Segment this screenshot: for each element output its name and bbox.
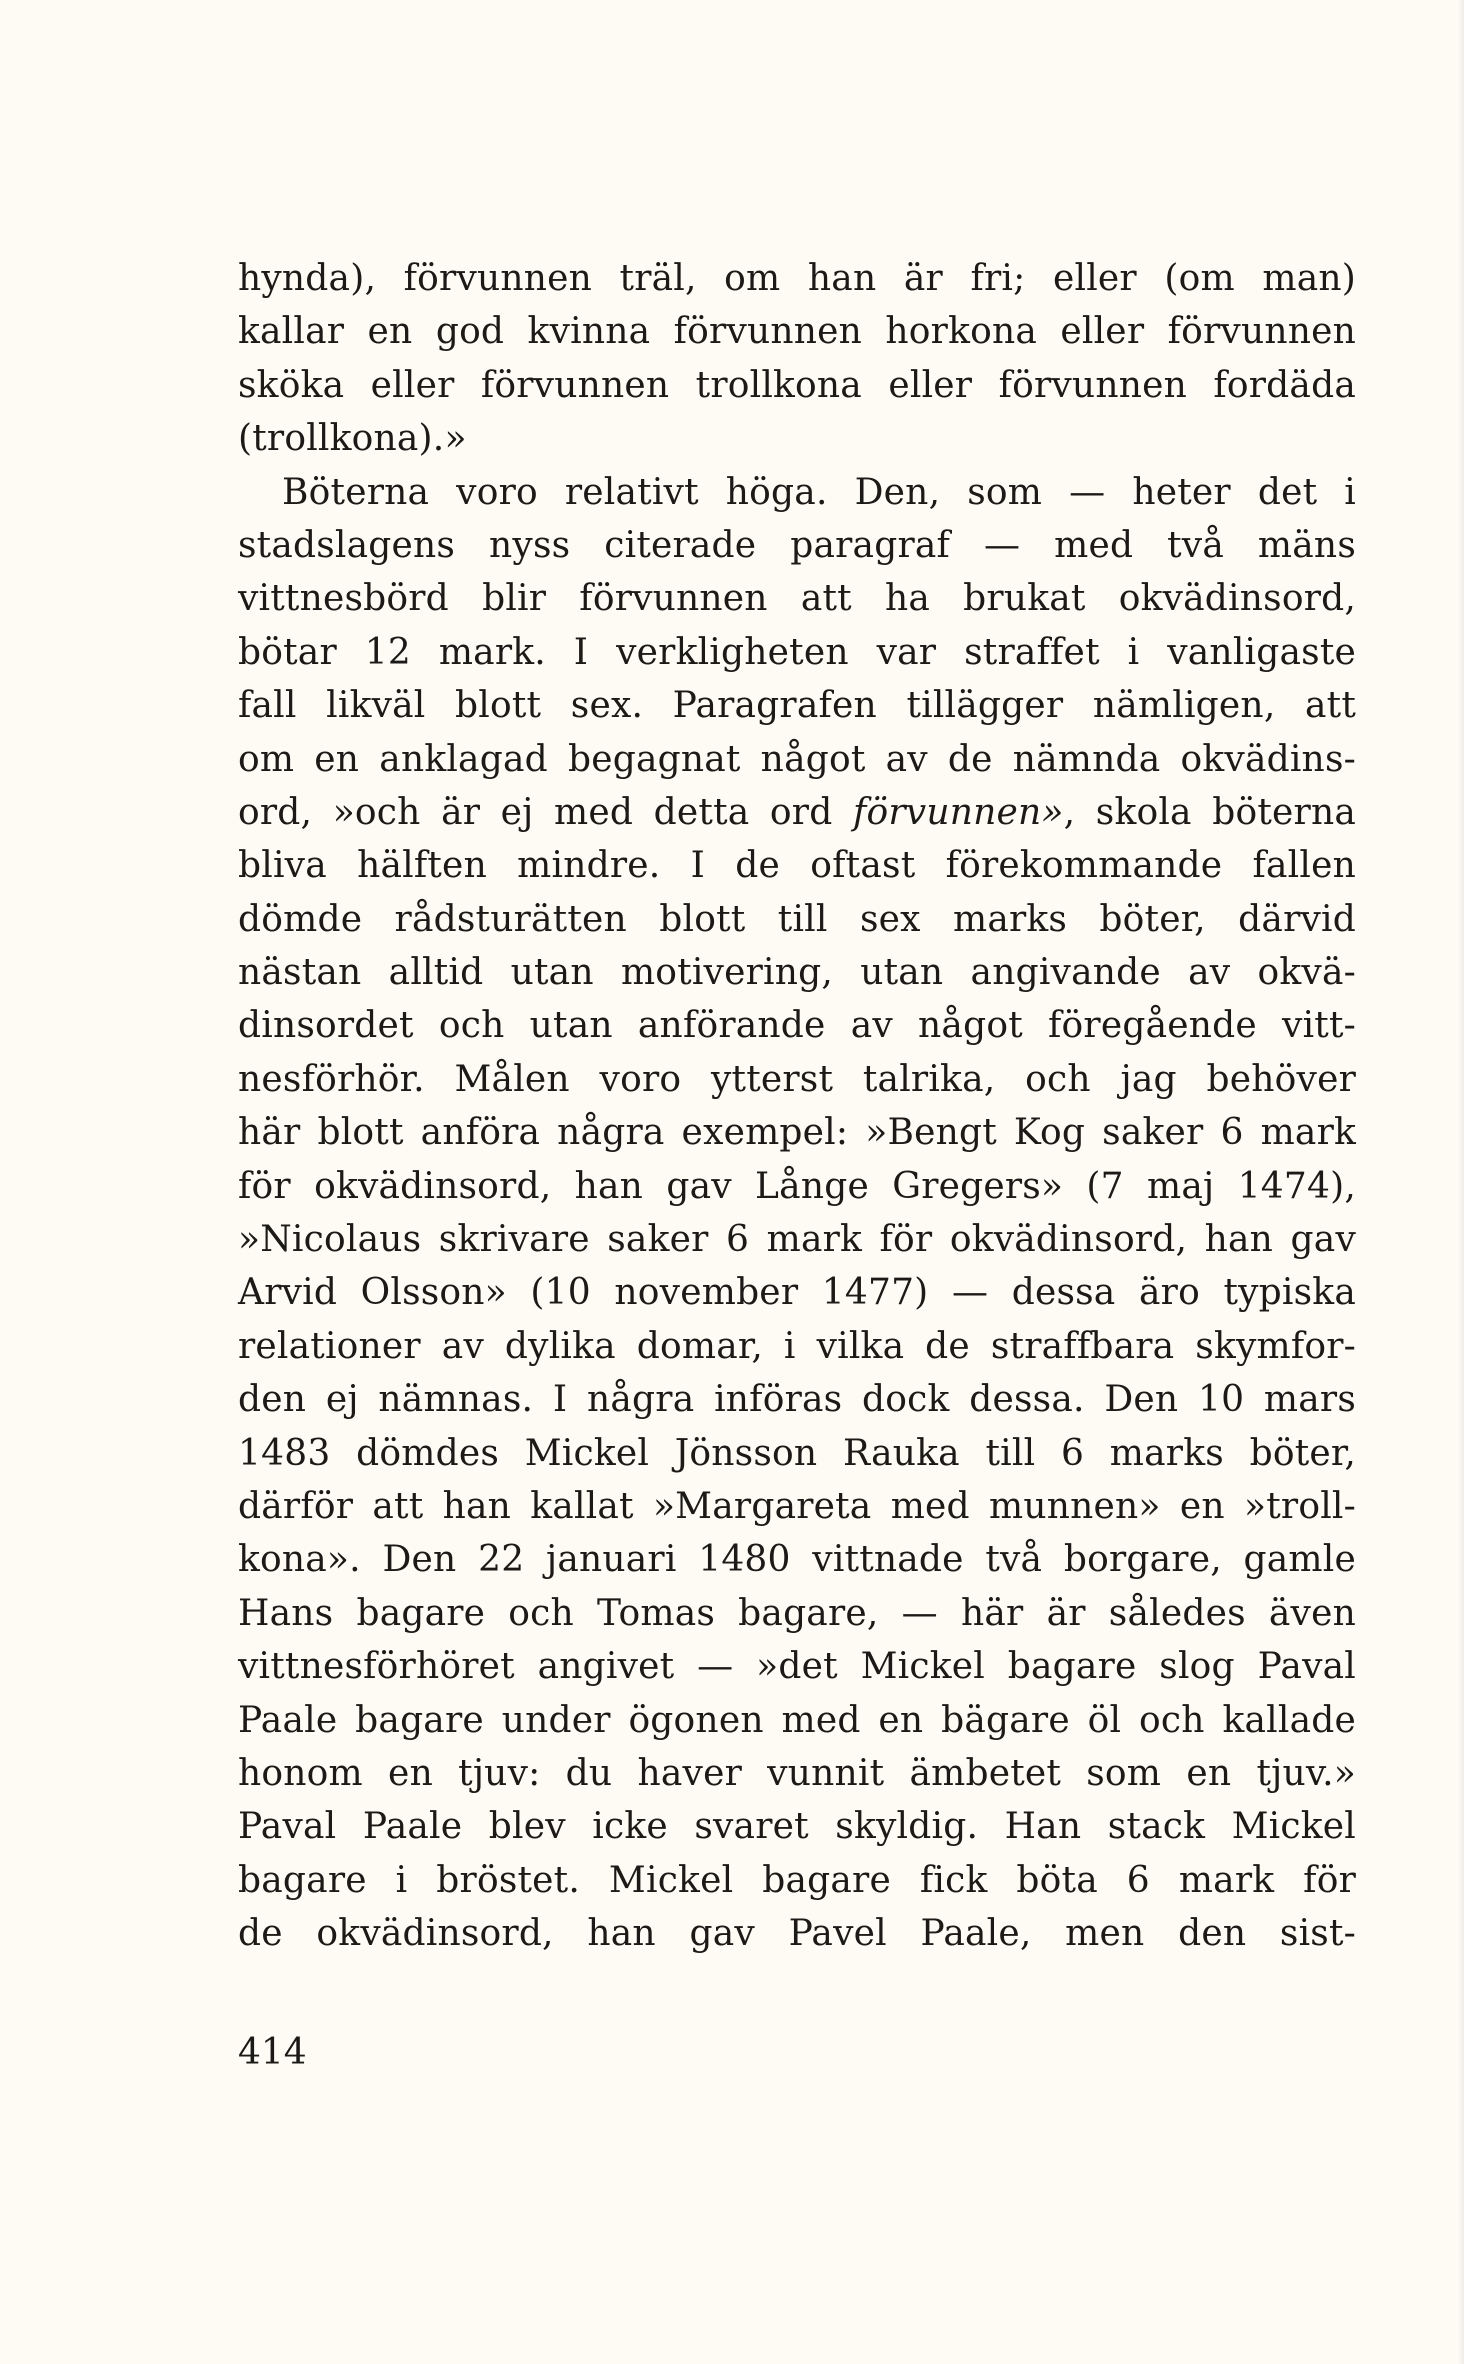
- text-run: , skola böterna: [1063, 791, 1356, 833]
- text-line: Hans bagare och Tomas bagare, — här är således även: [238, 1592, 1356, 1634]
- text-run: ord, »och är ej med detta ord: [238, 791, 853, 833]
- text-line: om en anklagad begagnat något av de nämnda okvädins-: [238, 738, 1356, 780]
- text-line-with-emphasis: [238, 786, 1356, 839]
- text-line: kona». Den 22 januari 1480 vittnade två borgare, gamle: [238, 1539, 1356, 1581]
- text-line: Paale bagare under ögonen med en bägare öl och kallade: [238, 1699, 1356, 1741]
- body-text: [238, 252, 1356, 1961]
- text-line: vittnesbörd blir förvunnen att ha brukat okvädinsord,: [238, 578, 1356, 620]
- text-line: hynda), förvunnen träl, om han är fri; eller (om man): [238, 258, 1356, 299]
- text-line: fall likväl blott sex. Paragrafen tillägger nämligen, att: [238, 685, 1356, 727]
- page-number: 414: [238, 2032, 307, 2073]
- text-line: relationer av dylika domar, i vilka de straffbara skymfor-: [238, 1325, 1356, 1367]
- text-line: bagare i bröstet. Mickel bagare fick böta 6 mark för: [238, 1859, 1356, 1901]
- text-line: nesförhör. Målen voro ytterst talrika, och jag behöver: [238, 1058, 1356, 1100]
- text-line: den ej nämnas. I några införas dock dessa. Den 10 mars: [238, 1379, 1356, 1421]
- text-line: 1483 dömdes Mickel Jönsson Rauka till 6 marks böter,: [238, 1432, 1356, 1474]
- page-edge-shadow: [1458, 0, 1464, 2364]
- text-line: de okvädinsord, han gav Pavel Paale, men den sist-: [238, 1913, 1356, 1955]
- text-line: (trollkona).»: [238, 418, 467, 460]
- text-line: Paval Paale blev icke svaret skyldig. Han stack Mickel: [238, 1806, 1356, 1848]
- text-line: här blott anföra några exempel: »Bengt Kog saker 6 mark: [238, 1112, 1356, 1154]
- emphasized-word: förvunnen»: [852, 791, 1064, 833]
- text-line: Arvid Olsson» (10 november 1477) — dessa äro typiska: [238, 1272, 1356, 1314]
- text-line: dömde rådsturätten blott till sex marks böter, därvid: [238, 898, 1356, 940]
- text-line: bötar 12 mark. I verkligheten var straffet i vanligaste: [238, 631, 1356, 673]
- text-line: kallar en god kvinna förvunnen horkona eller förvunnen: [238, 311, 1356, 353]
- text-line: nästan alltid utan motivering, utan angivande av okvä-: [238, 952, 1356, 994]
- paragraph-start-line: Böterna voro relativt höga. Den, som — heter det i: [282, 471, 1356, 513]
- text-line: för okvädinsord, han gav Långe Gregers» (7 maj 1474),: [238, 1165, 1356, 1207]
- text-line: bliva hälften mindre. I de oftast förekommande fallen: [238, 845, 1356, 887]
- text-line: därför att han kallat »Margareta med munnen» en »troll-: [238, 1485, 1356, 1527]
- text-line: honom en tjuv: du haver vunnit ämbetet som en tjuv.»: [238, 1752, 1356, 1794]
- text-line: dinsordet och utan anförande av något föregående vitt-: [238, 1005, 1356, 1047]
- text-line: »Nicolaus skrivare saker 6 mark för okvädinsord, han gav: [238, 1219, 1356, 1261]
- text-line: sköka eller förvunnen trollkona eller förvunnen fordäda: [238, 364, 1356, 406]
- text-line: stadslagens nyss citerade paragraf — med två mäns: [238, 524, 1356, 566]
- text-line: vittnesförhöret angivet — »det Mickel bagare slog Paval: [238, 1646, 1356, 1688]
